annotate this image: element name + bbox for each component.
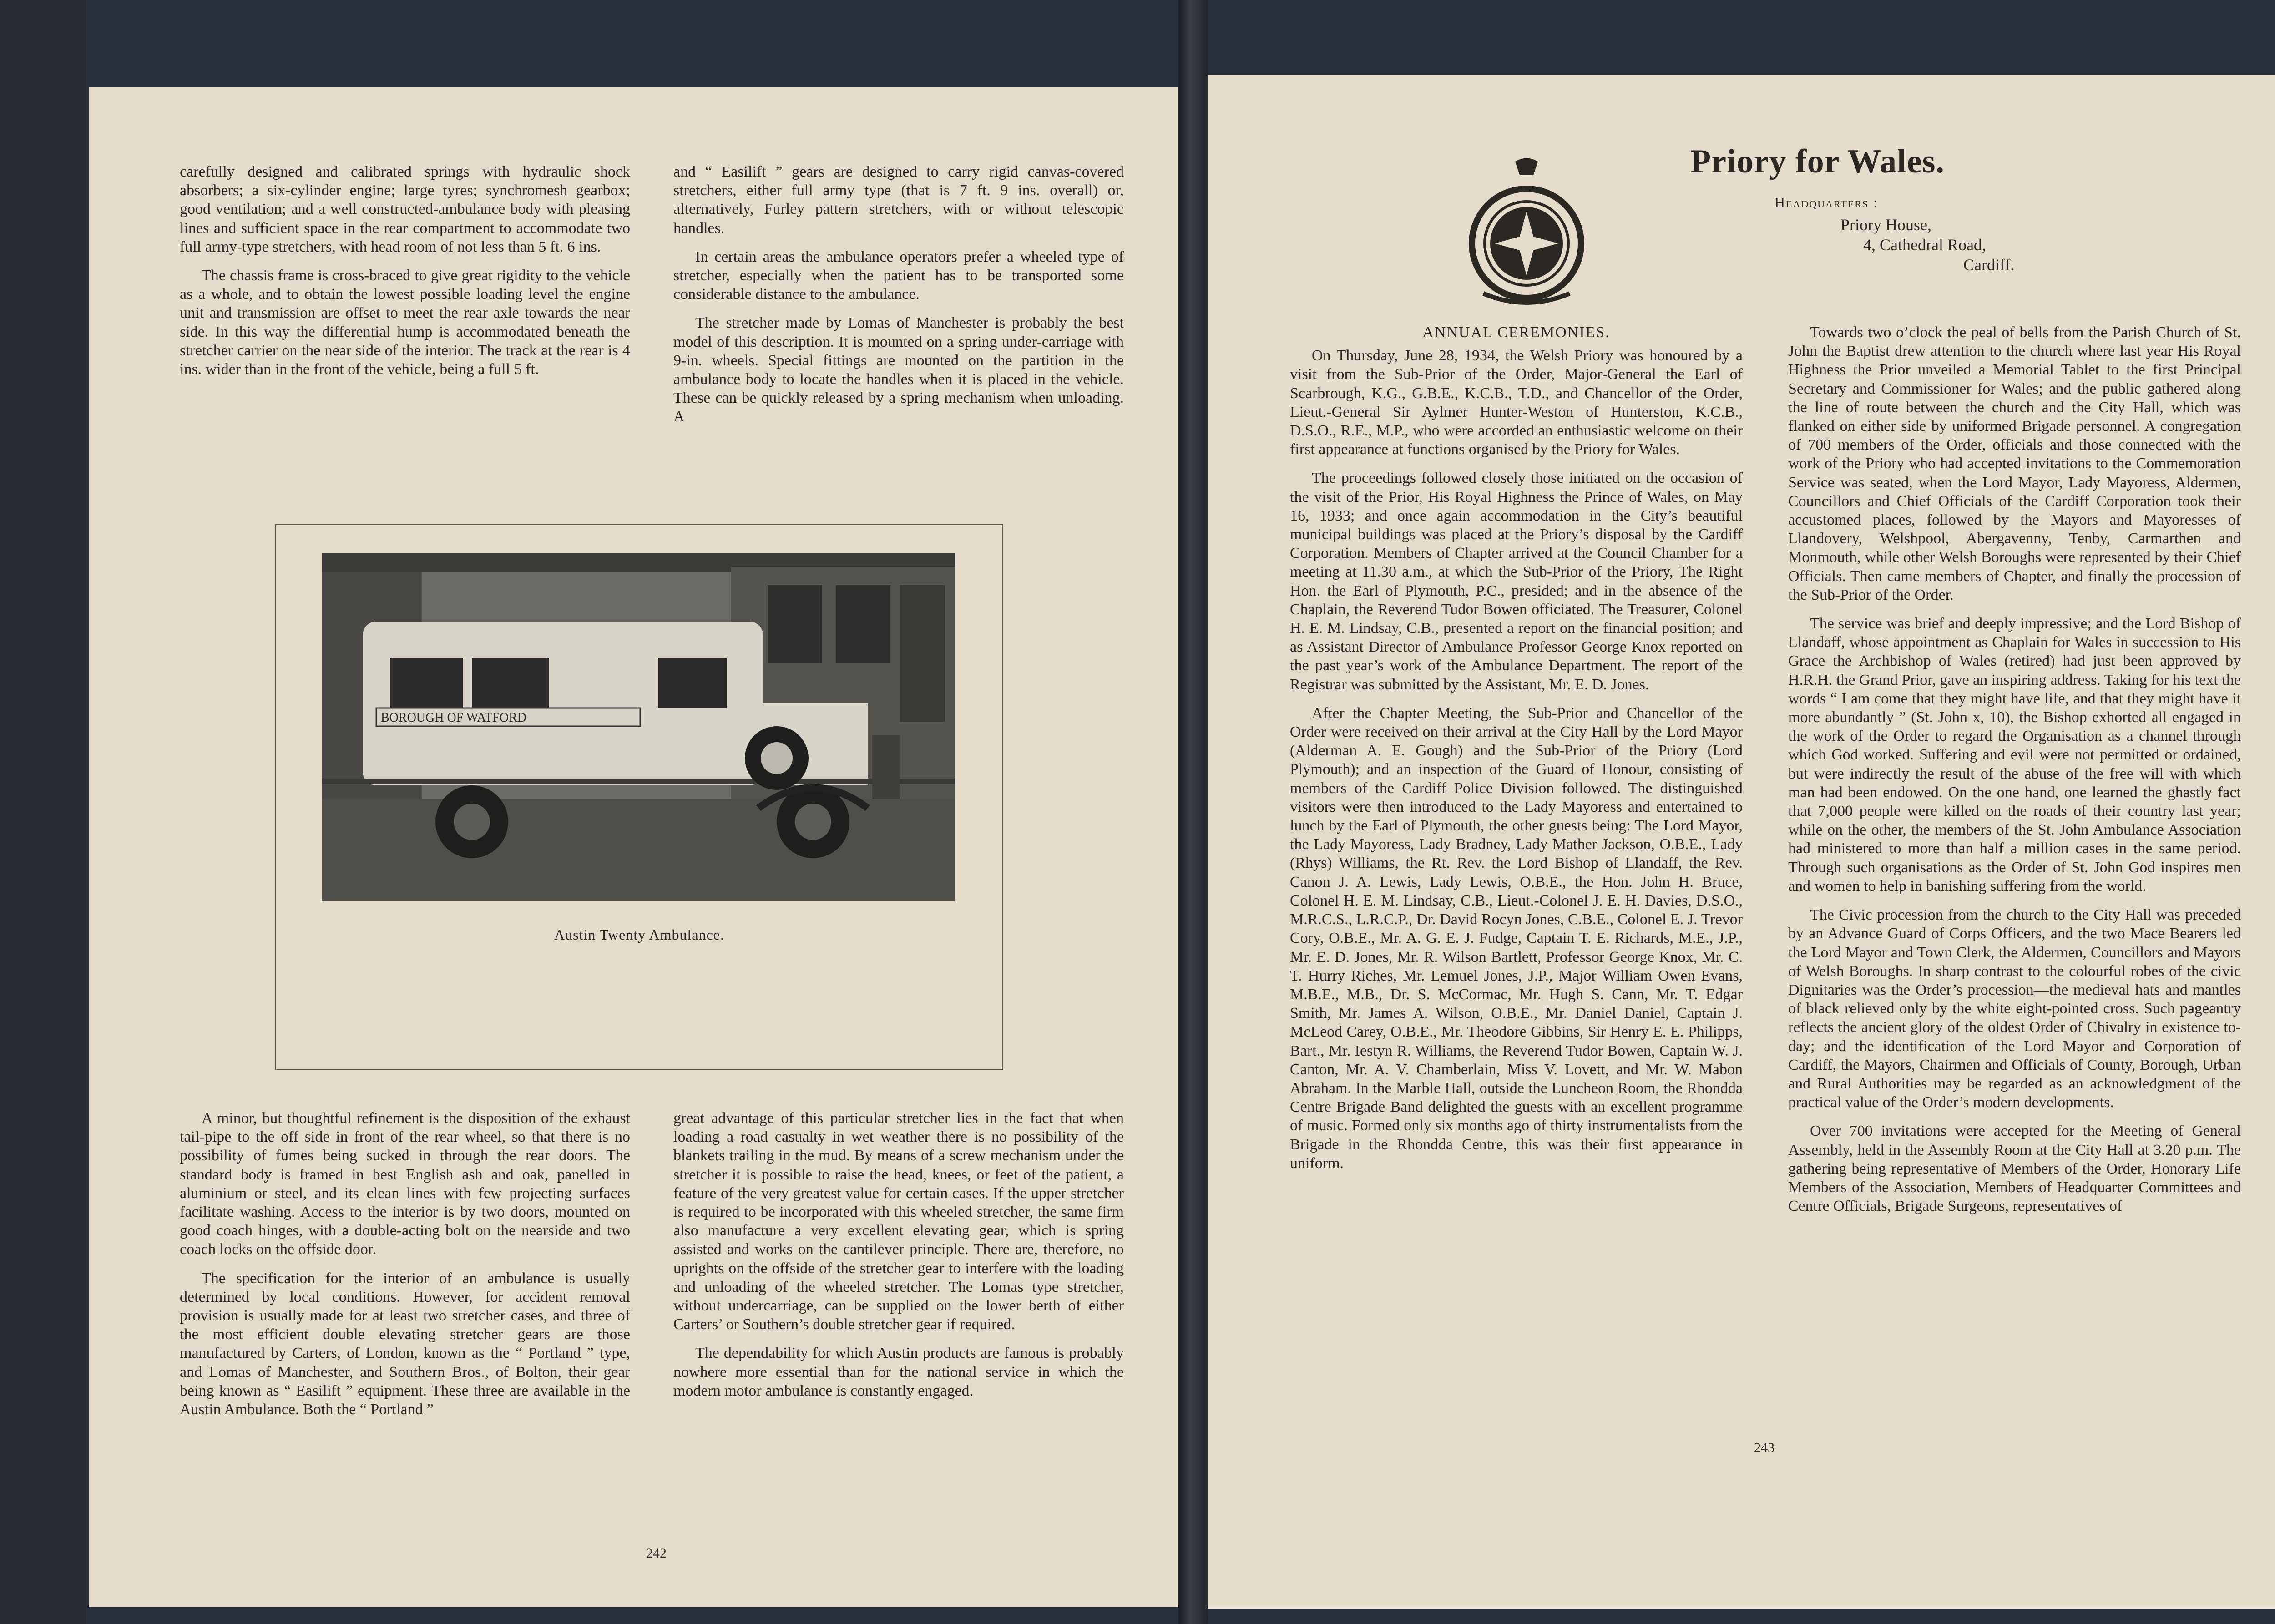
headquarters-address-line: Priory House, [1840,216,1931,234]
paragraph: The service was brief and deeply impressive; and the Lord Bishop of Llandaff, whose appointment as Chaplain for Wales in succession to His Grace the Archbishop of Wales (retired) had just been approved by H.R.H. the Grand Prior, gave an inspiring address. Taking for his text the words “ I am come that they might have life, and that they might have it more abundantly ” (St. John x, 10), the Bishop exhorted all engaged in the work of the Order to regard the Organisation as a channel through which God worked. Suffering and evil were not permitted or ordained, but were indirectly the result of the abuse of the free will with which man had been endowed. On the one hand, one learned the ghastly fact that 7,000 people were killed on the roads of their country last year; while on the other, the members of the St. John Ambulance Association had ministered to more than half a million cases in the same period. Through such organisations as the Order of St. John God inspires men and women to help in banishing suffering from the world. [1788,615,2241,895]
paragraph: Over 700 invitations were accepted for the Meeting of General Assembly, held in the Assembly Room at the City Hall at 3.20 p.m. The gathering being representative of Members of the Order, Honorary Life Members of the Association, Members of Headquarter Committees and Centre Officials, Brigade Surgeons, representatives of [1788,1123,2241,1215]
paragraph: A minor, but thoughtful refinement is the disposition of the exhaust tail-pipe to the off side in front of the rear wheel, so that there is no possibility of fumes being sucked in through the rear doors. The standard body is framed in best English ash and oak, panelled in aluminium or steel, and its clean lines with few projecting surfaces facilitate washing. Access to the interior is by two doors, mounted on good coach hinges, with a double-acting bolt on the nearside and two coach locks on the offside door. [180,1110,630,1258]
photo-caption: Austin Twenty Ambulance. [554,926,724,943]
left-edge-strip [0,0,86,1624]
headquarters-address-line: 4, Cathedral Road, [1863,236,1986,254]
left-page [89,87,1178,1607]
paragraph: After the Chapter Meeting, the Sub-Prior and Chancellor of the Order were received on their arrival at the City Hall by the Lord Mayor (Alderman A. E. Gough) and the Sub-Prior of the Priory (Lord Plymouth); and an inspection of the Guard of Honour, consisting of members of the Cardiff Police Division followed. The distinguished visitors were then introduced to the Lady Mayoress and entertained to lunch by the Earl of Plymouth, the other guests being: The Lord Mayor, the Lady Mayoress, Lady Bradney, Lady Mather Jackson, O.B.E., Lady (Rhys) Williams, the Rt. Rev. the Lord Bishop of Llandaff, the Rev. Canon J. A. Lewis, Lady Lewis, O.B.E., the Hon. John H. Bruce, Colonel H. E. M. Lindsay, C.B., Lieut.-Colonel J. E. H. Davies, D.S.O., M.R.C.S., L.R.C.P., Dr. David Rocyn Jones, C.B.E., Colonel E. J. Trevor Cory, O.B.E., Mr. A. G. E. J. Fudge, Captain T. E. Richards, M.E., J.P., Mr. E. D. Jones, Mr. R. Wilson Bartlett, Professor George Knox, Mr. C. T. Hurry Riches, Mr. Lemuel Jones, J.P., Major William Owen Evans, M.B.E., M.B., Dr. S. McCormac, Mr. Hugh S. Cann, Mr. T. Edgar Smith, Mr. James A. Wilson, O.B.E., Mr. Daniel Daniel, Captain J. McLeod Carey, O.B.E., Mr. Theodore Gibbins, Sir Henry E. E. Philipps, Bart., Mr. Iestyn R. Williams, the Reverend Tudor Bowen, Captain W. J. Canton, Mr. A. V. Chamberlain, Miss V. Lovett, and Mr. W. Mabon Abraham. In the Marble Hall, outside the Luncheon Room, the Rhondda Centre Brigade Band delighted the guests with an excellent programme of music. Formed only six months ago of thirty instrumentalists from the Brigade in the Rhondda Centre, this was their first appearance in uniform. [1290,704,1743,1172]
paragraph: and “ Easilift ” gears are designed to carry rigid canvas-covered stretchers, either full army type (that is 7 ft. 9 ins. overall) or, alternatively, Furley pattern stretchers, with or without telescopic handles. [673,163,1124,237]
left-col2-bottom [673,1109,1124,1410]
right-page [1208,75,2275,1609]
right-col1 [1290,323,1743,1183]
order-crest-icon [1465,157,1588,307]
page-number: 243 [1754,1440,1774,1455]
paragraph: The proceedings followed closely those initiated on the occasion of the visit of the Prior, His Royal Highness the Prince of Wales, on May 16, 1933; and once again accommodation in the City’s beautiful municipal buildings was placed at the Priory’s disposal by the Cardiff Corporation. Members of Chapter arrived at the Council Chamber for a meeting at 11.30 a.m., at which the Sub-Prior of the Priory, The Right Hon. the Earl of Plymouth, P.C., presided; and in the absence of the Chaplain, the Reverend Tudor Bowen officiated. The Treasurer, Colonel H. E. M. Lindsay, C.B., presented a report on the financial position; and as Assistant Director of Ambulance Professor George Knox reported on the past year’s work of the Ambulance Department. The report of the Registrar was submitted by the Assistant, Mr. E. D. Jones. [1290,470,1743,693]
headquarters-address-line: Cardiff. [1963,256,2015,274]
paragraph: great advantage of this particular stretcher lies in the fact that when loading a road casualty in wet weather there is no possibility of the blankets trailing in the mud. By means of a screw mechanism under the stretcher it is possible to raise the head, knees, or feet of the patient, a feature of the very greatest value for certain cases. If the upper stretcher is required to be incorporated with this wheeled stretcher, the same firm also manufacture a very excellent elevating gear, which is spring assisted and works on the cantilever principle. There are, therefore, no uprights on the offside of the stretcher gear to interfere with the loading and unloading of the wheeled stretcher. The Lomas type stretcher, without undercarriage, can be supplied on the lower berth of either Carters’ or Southern’s double stretcher gear if required. [673,1110,1124,1333]
ambulance-illustration [322,553,955,901]
paragraph: The dependability for which Austin products are famous is probably nowhere more essential than for the national service in which the modern motor ambulance is constantly engaged. [673,1345,1124,1399]
paragraph: The chassis frame is cross-braced to give great rigidity to the vehicle as a whole, and to obtain the lowest possible loading level the engine unit and transmission are offset to meet the rear axle towards the near side. In this way the differential hump is accommodated beneath the stretcher carrier on the near side of the interior. The track at the rear is 4 ins. wider than in the front of the vehicle, being a full 5 ft. [180,267,630,378]
left-col1-top [180,162,630,389]
headquarters-label: Headquarters : [1774,194,1879,211]
page-number: 242 [646,1546,667,1561]
book-gutter [1178,0,1208,1624]
paragraph: In certain areas the ambulance operators prefer a wheeled type of stretcher, especially when the patient has to be transported some considerable distance to the ambulance. [673,248,1124,303]
paragraph: Towards two o’clock the peal of bells from the Parish Church of St. John the Baptist drew attention to the church where last year His Royal Highness the Prior unveiled a Memorial Tablet to the first Principal Secretary and Commissioner for Wales; and the public gathered along the line of route between the church and the City Hall, which was flanked on either side by uniformed Brigade personnel. A congregation of 700 members of the Order, officials and those connected with the work of the Priory who had accepted invitations to the Commemoration Service was seated, when the Lord Mayor, Lady Mayoress, Aldermen, Councillors and Chief Officials of the Cardiff Corporation took their accustomed places, followed by the Mayors and Mayoresses of Llandovery, Welshpool, Abergavenny, Tenby, Carmarthen and Monmouth, while other Welsh Boroughs were represented by their Chief Officials. Then came members of Chapter, and finally the procession of the Sub-Prior of the Order. [1788,324,2241,603]
paragraph: The stretcher made by Lomas of Manchester is probably the best model of this description. It is mounted on a spring under-carriage with 9-in. wheels. Special fittings are mounted on the partition in the ambulance body to locate the handles when it is placed in the vehicle. These can be quickly released by a spring mechanism when unloading. A [673,314,1124,425]
left-col2-top [673,162,1124,436]
paragraph: carefully designed and calibrated springs with hydraulic shock absorbers; a six-cylinder engine; large tyres; synchromesh gearbox; good ventilation; and a well constructed-ambulance body with pleasing lines and sufficient space in the rear compartment to accommodate two full army-type stretchers, with head room of not less than 5 ft. 6 ins. [180,163,630,255]
page-title: Priory for Wales. [1690,143,1945,180]
section-heading: ANNUAL CEREMONIES. [1422,324,1610,341]
vehicle-lettering: BOROUGH OF WATFORD [381,711,526,725]
left-col1-bottom [180,1109,630,1429]
ambulance-photo [322,553,955,901]
right-col2 [1788,323,2241,1225]
photo-frame [275,524,1003,1070]
paragraph: The specification for the interior of an ambulance is usually determined by local conditions. However, for accident removal provision is usually made for at least two stretcher cases, and three of the most efficient double elevating stretcher gears are those manufactured by Carters, of London, known as the “ Portland ” type, and Lomas of Manchester, and Southern Bros., of Bolton, their gear being known as “ Easilift ” equipment. These three are available in the Austin Ambulance. Both the “ Portland ” [180,1270,630,1418]
paragraph: On Thursday, June 28, 1934, the Welsh Priory was honoured by a visit from the Sub-Prior of the Order, Major-General the Earl of Scarbrough, K.G., G.B.E., K.C.B., T.D., and Chancellor of the Order, Lieut.-General Sir Aylmer Hunter-Weston of Hunterston, K.C.B., D.S.O., R.E., M.P., who were accorded an enthusiastic welcome on their first appearance at functions organised by the Priory for Wales. [1290,347,1743,458]
paragraph: The Civic procession from the church to the City Hall was preceded by an Advance Guard of Corps Officers, and the two Mace Bearers led the Lord Mayor and Town Clerk, the Aldermen, Councillors and Mayors of Welsh Boroughs. In sharp contrast to the colourful robes of the civic Dignitaries was the Order’s procession—the medieval hats and mantles of black relieved only by the white eight-pointed cross. Such pageantry reflects the ancient glory of the oldest Order of Chivalry in existence to-day; and the identification of the Lord Mayor and Corporation of Cardiff, the Mayors, Chairmen and Officials of County, Borough, Urban and Rural Authorities may be regarded as an acknowledgment of the practical value of the Order’s modern developments. [1788,906,2241,1111]
